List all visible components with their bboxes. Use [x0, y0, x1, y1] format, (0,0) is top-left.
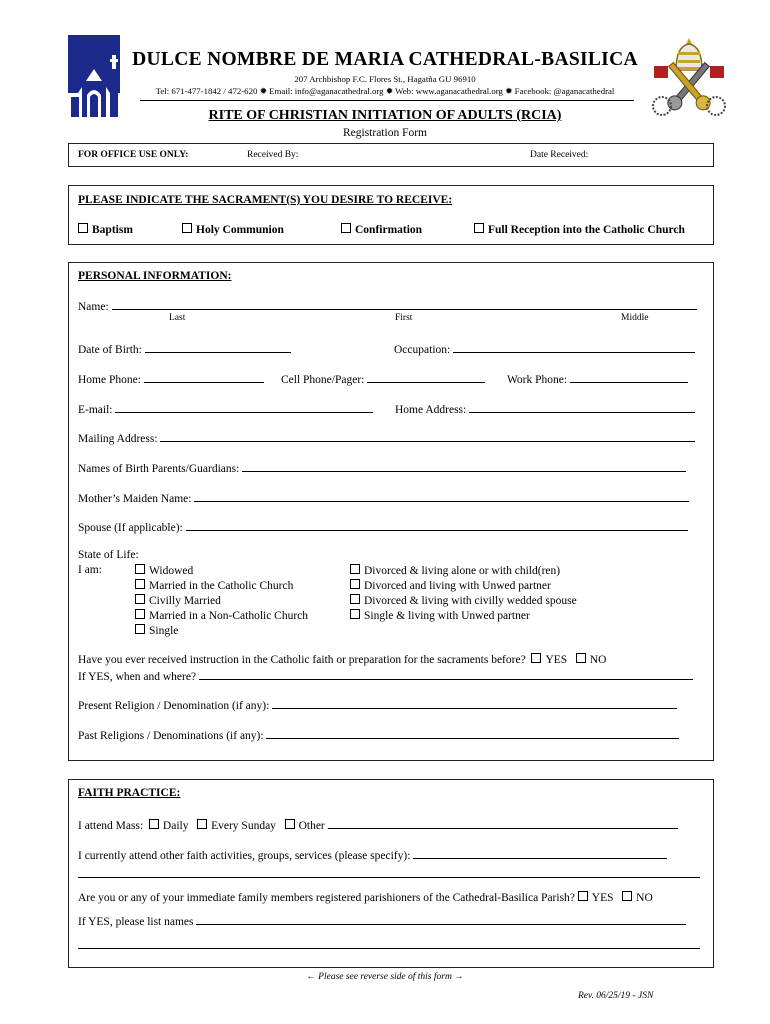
home-phone-field[interactable]: Home Phone:	[78, 371, 264, 386]
sacraments-heading: PLEASE INDICATE THE SACRAMENT(S) YOU DESIRE TO RECEIVE:	[78, 194, 453, 206]
cell-phone-line[interactable]	[367, 371, 485, 383]
header-divider	[140, 100, 634, 101]
mass-other-line[interactable]	[328, 817, 678, 829]
name-field[interactable]: Name:	[78, 298, 697, 313]
i-am-label: I am:	[78, 564, 102, 576]
checkbox-icon[interactable]	[135, 579, 145, 589]
office-use-box	[68, 143, 714, 167]
past-religions-line[interactable]	[266, 727, 679, 739]
parents-line[interactable]	[242, 460, 686, 472]
checkbox-icon[interactable]	[149, 819, 159, 829]
name-middle-caption: Middle	[621, 313, 649, 323]
parents-field[interactable]: Names of Birth Parents/Guardians:	[78, 460, 686, 475]
work-phone-field[interactable]: Work Phone:	[507, 371, 688, 386]
name-last-caption: Last	[169, 313, 186, 323]
mass-option-other[interactable]: Other	[285, 820, 325, 832]
work-phone-line[interactable]	[570, 371, 688, 383]
list-names-extra-line[interactable]	[78, 948, 700, 949]
activities-extra-line[interactable]	[78, 877, 700, 878]
sacrament-option-confirmation[interactable]: Confirmation	[341, 223, 422, 236]
personal-info-heading: PERSONAL INFORMATION:	[78, 270, 232, 282]
if-yes-when-line[interactable]	[199, 668, 693, 680]
sacrament-option-full-reception[interactable]: Full Reception into the Catholic Church	[474, 223, 685, 236]
checkbox-icon[interactable]	[350, 579, 360, 589]
checkbox-icon[interactable]	[135, 609, 145, 619]
checkbox-icon[interactable]	[350, 564, 360, 574]
faith-practice-heading: FAITH PRACTICE:	[78, 787, 181, 799]
state-of-life-label: State of Life:	[78, 549, 139, 561]
maiden-name-line[interactable]	[194, 490, 689, 502]
revision-note: Rev. 06/25/19 - JSN	[578, 991, 654, 1001]
occupation-line[interactable]	[453, 341, 695, 353]
home-phone-line[interactable]	[144, 371, 264, 383]
mailing-address-line[interactable]	[160, 430, 695, 442]
if-yes-when-field[interactable]: If YES, when and where?	[78, 668, 693, 683]
dob-line[interactable]	[145, 341, 291, 353]
checkbox-icon[interactable]	[182, 223, 192, 233]
dob-field[interactable]: Date of Birth:	[78, 341, 291, 356]
life-option-civilly-married[interactable]: Civilly Married	[135, 594, 221, 607]
email-field[interactable]: E-mail:	[78, 401, 373, 416]
mass-option-every-sunday[interactable]: Every Sunday	[197, 820, 276, 832]
activities-field[interactable]: I currently attend other faith activities, groups, services (please specify):	[78, 847, 667, 862]
life-option-single[interactable]: Single	[135, 624, 178, 637]
registered-no-option[interactable]: NO	[622, 892, 653, 904]
office-use-label: FOR OFFICE USE ONLY:	[78, 150, 189, 160]
registered-question: Are you or any of your immediate family members registered parishioners of the Cathedral-Basilica Parish? YES NO	[78, 892, 653, 904]
parish-name: DULCE NOMBRE DE MARIA CATHEDRAL-BASILICA	[132, 49, 638, 70]
checkbox-icon[interactable]	[135, 624, 145, 634]
parish-contact: Tel: 671-477-1842 / 472-620 ✹ Email: info@aganacathedral.org ✹ Web: www.aganacathedral.org ✹ Facebook: @aganacathedral	[155, 86, 615, 96]
date-received-label: Date Received:	[530, 150, 589, 160]
checkbox-icon[interactable]	[474, 223, 484, 233]
life-option-divorced-civil-spouse[interactable]: Divorced & living with civilly wedded spouse	[350, 594, 577, 607]
sacraments-section	[68, 185, 714, 245]
present-religion-field[interactable]: Present Religion / Denomination (if any):	[78, 697, 677, 712]
life-option-married-non-catholic[interactable]: Married in a Non-Catholic Church	[135, 609, 308, 622]
life-option-divorced-alone[interactable]: Divorced & living alone or with child(ren)	[350, 564, 560, 577]
life-option-divorced-unwed-partner[interactable]: Divorced and living with Unwed partner	[350, 579, 551, 592]
received-by-label: Received By:	[247, 150, 299, 160]
past-religions-field[interactable]: Past Religions / Denominations (if any):	[78, 727, 679, 742]
checkbox-icon[interactable]	[341, 223, 351, 233]
life-option-married-catholic[interactable]: Married in the Catholic Church	[135, 579, 293, 592]
checkbox-icon[interactable]	[531, 653, 541, 663]
checkbox-icon[interactable]	[622, 891, 632, 901]
instruction-yes-option[interactable]: YES	[531, 654, 567, 666]
checkbox-icon[interactable]	[78, 223, 88, 233]
sacrament-option-baptism[interactable]: Baptism	[78, 223, 133, 236]
cell-phone-field[interactable]: Cell Phone/Pager:	[281, 371, 485, 386]
occupation-field[interactable]: Occupation:	[394, 341, 695, 356]
personal-info-section	[68, 262, 714, 761]
mass-attendance-row: I attend Mass: Daily Every Sunday Other	[78, 817, 678, 832]
mass-option-daily[interactable]: Daily	[149, 820, 189, 832]
registered-yes-option[interactable]: YES	[578, 892, 614, 904]
checkbox-icon[interactable]	[350, 609, 360, 619]
form-title: RITE OF CHRISTIAN INITIATION OF ADULTS (RCIA)	[208, 108, 562, 123]
life-option-widowed[interactable]: Widowed	[135, 564, 193, 577]
checkbox-icon[interactable]	[576, 653, 586, 663]
checkbox-icon[interactable]	[135, 564, 145, 574]
life-option-single-unwed-partner[interactable]: Single & living with Unwed partner	[350, 609, 530, 622]
present-religion-line[interactable]	[272, 697, 677, 709]
name-first-caption: First	[395, 313, 413, 323]
home-address-line[interactable]	[469, 401, 695, 413]
checkbox-icon[interactable]	[135, 594, 145, 604]
mailing-address-field[interactable]: Mailing Address:	[78, 430, 695, 445]
reverse-side-note: ← Please see reverse side of this form →	[306, 972, 464, 982]
maiden-name-field[interactable]: Mother’s Maiden Name:	[78, 490, 689, 505]
checkbox-icon[interactable]	[197, 819, 207, 829]
form-subtitle: Registration Form	[342, 127, 427, 139]
spouse-field[interactable]: Spouse (If applicable):	[78, 519, 688, 534]
checkbox-icon[interactable]	[350, 594, 360, 604]
checkbox-icon[interactable]	[578, 891, 588, 901]
email-line[interactable]	[115, 401, 373, 413]
checkbox-icon[interactable]	[285, 819, 295, 829]
instruction-no-option[interactable]: NO	[576, 654, 607, 666]
sacrament-option-holy-communion[interactable]: Holy Communion	[182, 223, 284, 236]
parish-address: 207 Archbishop F.C. Flores St., Hagatña GU 96910	[294, 74, 476, 84]
home-address-field[interactable]: Home Address:	[395, 401, 695, 416]
spouse-line[interactable]	[186, 519, 688, 531]
list-names-line[interactable]	[196, 913, 686, 925]
faith-practice-section	[68, 779, 714, 968]
list-names-field[interactable]: If YES, please list names	[78, 913, 686, 928]
name-line[interactable]	[112, 298, 697, 310]
instruction-question: Have you ever received instruction in the Catholic faith or preparation for the sacraments before? YES NO	[78, 654, 607, 666]
activities-line[interactable]	[413, 847, 667, 859]
